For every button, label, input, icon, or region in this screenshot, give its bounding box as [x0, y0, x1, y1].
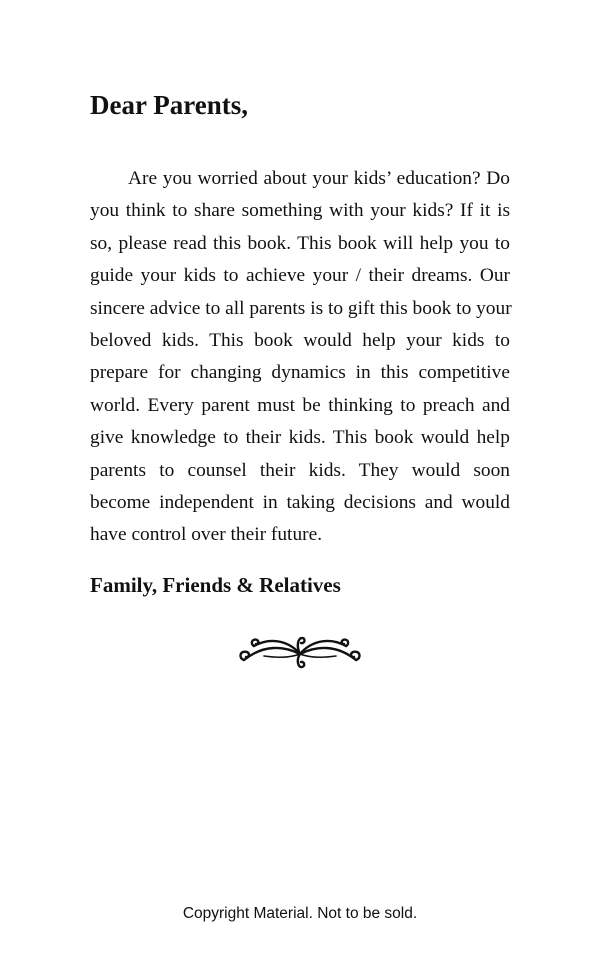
- flourish-divider-icon: [234, 624, 366, 674]
- paragraph-line: so, please read this book. This book will help you to: [90, 232, 510, 254]
- paragraph-line: beloved kids. This book would help your kids to: [90, 329, 510, 351]
- signature: Family, Friends & Relatives: [90, 573, 341, 597]
- paragraph-line: you think to share something with your kids? If it is: [90, 200, 510, 222]
- copyright-footer: Copyright Material. Not to be sold.: [182, 905, 418, 922]
- paragraph-line: parents to counsel their kids. They would soon: [90, 459, 510, 481]
- paragraph-line: world. Every parent must be thinking to preach and: [90, 394, 510, 416]
- paragraph-line: give knowledge to their kids. This book would help: [90, 427, 510, 449]
- paragraph-line: Are you worried about your kids’ education? Do: [128, 168, 510, 189]
- paragraph-line: become independent in taking decisions and would: [90, 491, 510, 513]
- paragraph-line: have control over their future.: [90, 524, 323, 546]
- letter-paragraph: [90, 163, 510, 552]
- paragraph-line: guide your kids to achieve your / their dreams. Our: [90, 265, 510, 287]
- paragraph-line: prepare for changing dynamics in this competitive: [90, 362, 510, 384]
- paragraph-line: sincere advice to all parents is to gift this book to your: [90, 297, 512, 319]
- page-heading: Dear Parents,: [90, 90, 248, 120]
